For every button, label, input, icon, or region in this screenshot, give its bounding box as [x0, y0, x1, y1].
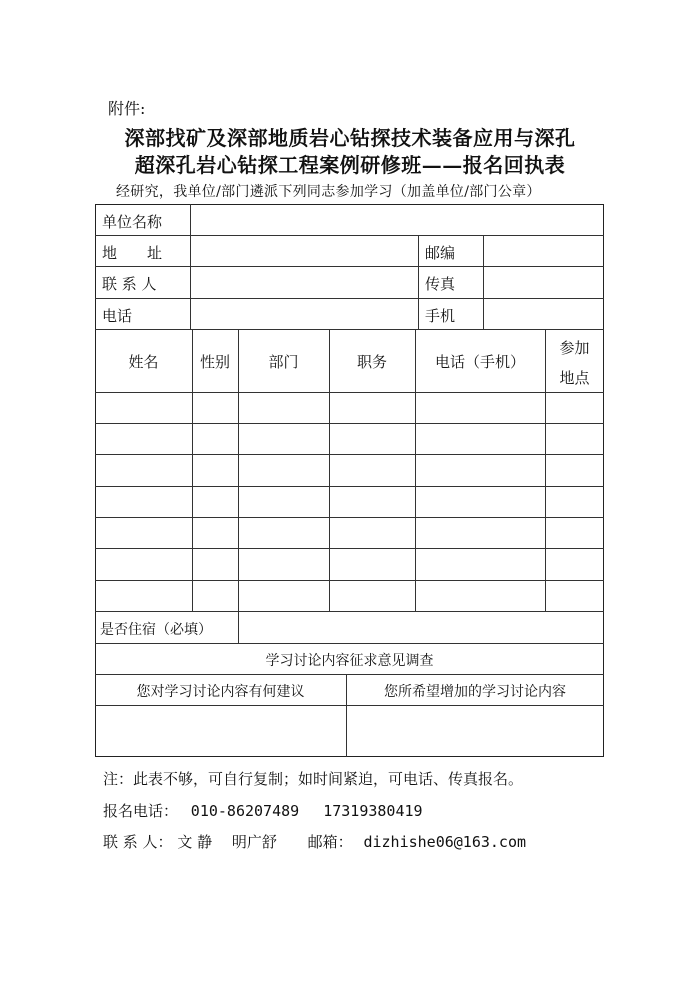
column-header-venue-line2: 地点: [559, 369, 590, 387]
row-divider: [95, 235, 604, 236]
row-divider: [95, 266, 604, 267]
phone-label: 电话: [102, 307, 133, 325]
column-header-phone: 电话（手机）: [434, 353, 525, 371]
column-header-name: 姓名: [128, 353, 159, 371]
survey-title: 学习讨论内容征求意见调查: [265, 653, 434, 669]
row-divider: [95, 643, 604, 644]
row-divider: [95, 329, 604, 330]
email-address[interactable]: dizhishe06@163.com: [363, 833, 527, 851]
contact-person-label: 联 系 人: [102, 275, 157, 293]
row-divider: [95, 674, 604, 675]
address-label: 地 址: [102, 244, 163, 262]
registration-phone-line: [103, 800, 423, 821]
contact-line: [103, 831, 526, 852]
row-divider: [95, 548, 604, 549]
fax-label: 传真: [425, 275, 456, 293]
registration-phone-label: 报名电话：: [103, 802, 179, 820]
row-divider: [95, 611, 604, 612]
row-divider: [95, 580, 604, 581]
col-divider: [418, 235, 419, 329]
row-divider: [95, 423, 604, 424]
row-divider: [95, 486, 604, 487]
row-divider: [95, 298, 604, 299]
col-divider: [483, 235, 484, 329]
row-divider: [95, 392, 604, 393]
lodging-label: 是否住宿（必填）: [100, 622, 212, 638]
row-divider: [95, 705, 604, 706]
row-divider: [95, 454, 604, 455]
col-divider: [190, 204, 191, 329]
column-header-position: 职务: [356, 353, 387, 371]
column-header-venue-line1: 参加: [559, 339, 590, 357]
email-label: 邮箱：: [307, 833, 353, 851]
attachment-label: 附件:: [108, 99, 146, 118]
survey-additional-content-question: 您所希望增加的学习讨论内容: [384, 684, 566, 700]
survey-suggestion-question: 您对学习讨论内容有何建议: [136, 684, 305, 700]
registration-phone-numbers: 010-86207489 17319380419: [190, 802, 423, 820]
row-divider: [95, 517, 604, 518]
footer-note: 注：此表不够，可自行复制；如时间紧迫，可电话、传真报名。: [103, 770, 524, 788]
intro-statement: 经研究，我单位/部门遴派下列同志参加学习（加盖单位/部门公章）: [116, 184, 541, 200]
contact-persons-names: 文 静 明广舒: [177, 833, 277, 851]
unit-name-label: 单位名称: [102, 213, 163, 231]
column-header-department: 部门: [268, 353, 299, 371]
postcode-label: 邮编: [425, 244, 456, 262]
col-divider: [238, 329, 239, 643]
column-header-gender: 性别: [199, 353, 230, 371]
form-title-line2: 超深孔岩心钻探工程案例研修班——报名回执表: [134, 153, 566, 177]
contact-persons-label: 联 系 人：: [103, 833, 173, 851]
mobile-label: 手机: [425, 307, 456, 325]
form-title-line1: 深部找矿及深部地质岩心钻探技术装备应用与深孔: [124, 126, 576, 150]
